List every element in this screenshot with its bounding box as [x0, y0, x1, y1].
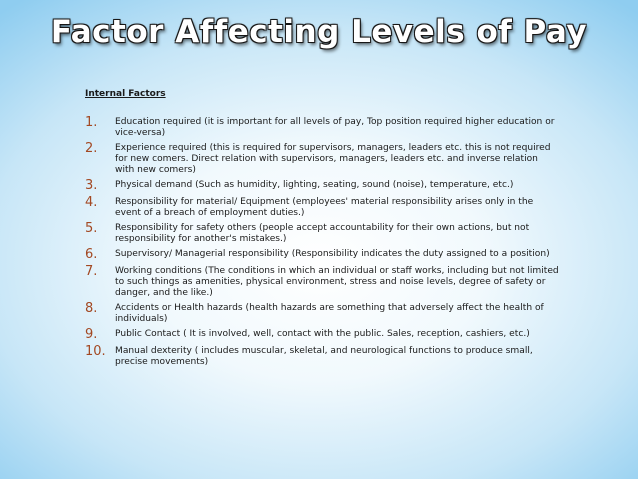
list-item: [85, 302, 560, 325]
item-number: 1.: [85, 115, 98, 130]
list-item: [85, 345, 560, 368]
item-text: Education required (it is important for all levels of pay, Top position required higher education or vice-versa): [115, 117, 555, 138]
item-text: Physical demand (Such as humidity, lighting, seating, sound (noise), temperature, etc.): [115, 180, 514, 190]
list-item: [85, 248, 560, 262]
list-item: [85, 142, 560, 176]
list-item: [85, 222, 560, 245]
item-text: Supervisory/ Managerial responsibility (Responsibility indicates the duty assigned to a position): [115, 249, 550, 259]
list-item: [85, 179, 560, 193]
slide-title: Factor Affecting Levels of Pay: [50, 14, 588, 50]
list-item: [85, 196, 560, 219]
item-number: 3.: [85, 178, 98, 193]
item-text: Responsibility for material/ Equipment (employees' material responsibility arises only in the event of a breach of employment duties.): [115, 197, 534, 218]
factor-list: [85, 116, 560, 371]
list-item: [85, 328, 560, 342]
list-item: [85, 265, 560, 299]
list-item: [85, 116, 560, 139]
item-text: Public Contact ( It is involved, well, contact with the public. Sales, reception, cashiers, etc.): [115, 329, 530, 339]
item-text: Responsibility for safety others (people accept accountability for their own actions, but not responsibility for another's mistakes.): [115, 223, 530, 244]
item-number: 10.: [85, 344, 106, 359]
section-subheading: Internal Factors: [85, 89, 166, 99]
item-number: 7.: [85, 264, 98, 279]
item-text: Experience required (this is required for supervisors, managers, leaders etc. this is not required for new comers. Direct relation with supervisors, managers, leaders etc. and inverse relation with new comers): [115, 143, 551, 175]
item-number: 8.: [85, 301, 98, 316]
item-text: Manual dexterity ( includes muscular, skeletal, and neurological functions to produce small, precise movements): [115, 346, 533, 367]
item-text: Accidents or Health hazards (health hazards are something that adversely affect the health of individuals): [115, 303, 544, 324]
item-number: 6.: [85, 247, 98, 262]
item-number: 4.: [85, 195, 98, 210]
item-number: 2.: [85, 141, 98, 156]
item-number: 5.: [85, 221, 98, 236]
item-number: 9.: [85, 327, 98, 342]
item-text: Working conditions (The conditions in which an individual or staff works, including but not limited to such things as amenities, physical environment, stress and noise levels, degree of safety or danger, and the like.): [115, 266, 559, 298]
